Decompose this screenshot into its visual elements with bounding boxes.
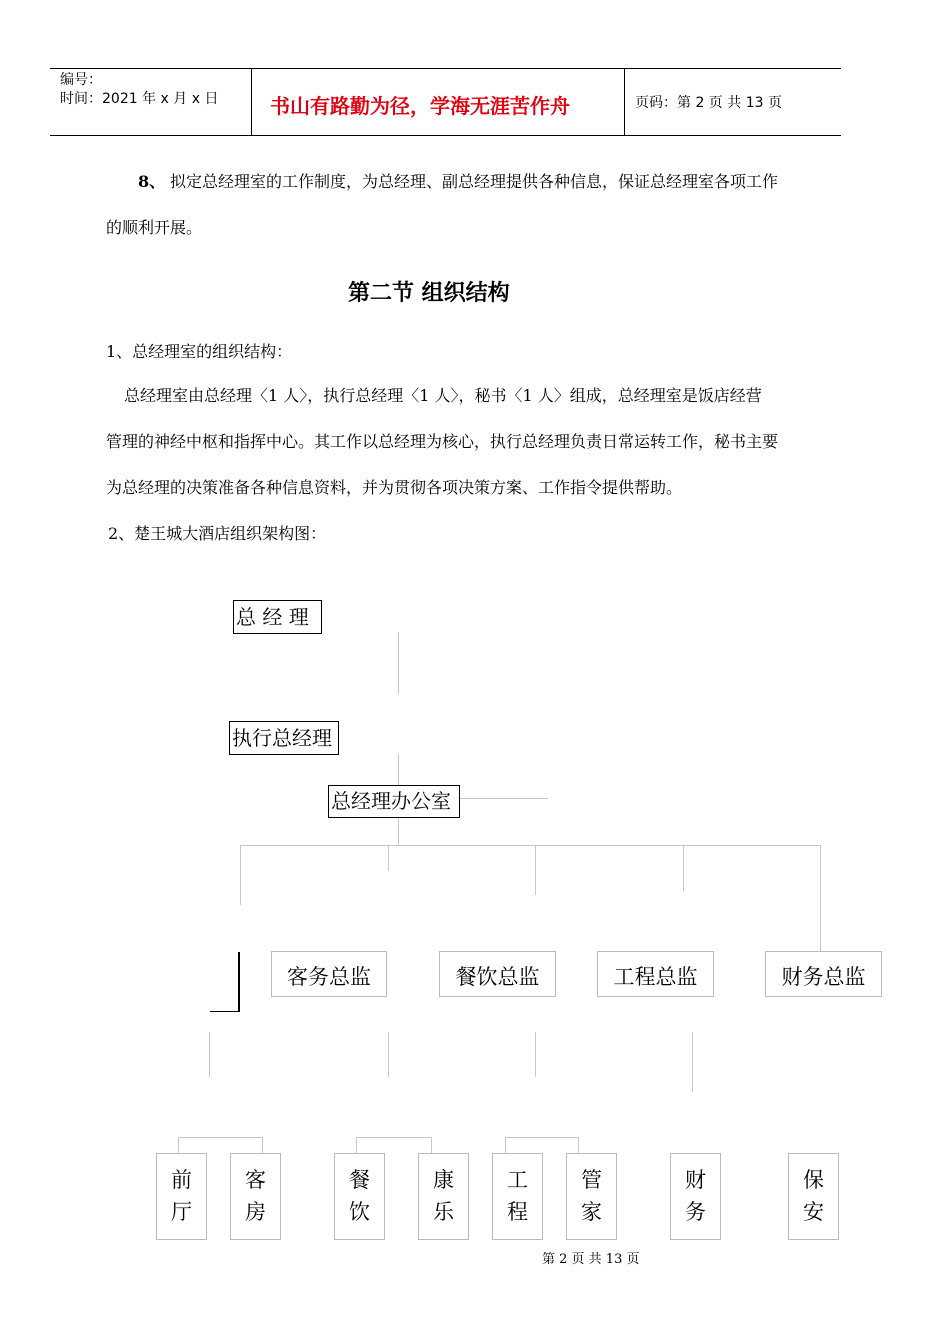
box-dept-finance bbox=[670, 1153, 721, 1240]
header-divider-right bbox=[624, 68, 625, 136]
connector-sub-4 bbox=[692, 1032, 693, 1092]
doc-date: 时间：2021 年 x 月 x 日 bbox=[60, 91, 219, 107]
paragraph-line2: 管理的神经中枢和指挥中心。其工作以总经理为核心，执行总经理负责日常运转工作，秘书主要 bbox=[106, 432, 779, 451]
box-director-engineering: 工程总监 bbox=[597, 951, 714, 997]
box-dept-front-office bbox=[156, 1153, 207, 1240]
bracket-horizontal bbox=[210, 1011, 240, 1012]
dept-label-line1: 保 bbox=[803, 1168, 824, 1192]
dept-label-line2: 安 bbox=[803, 1200, 824, 1224]
box-executive-gm: 执行总经理 bbox=[229, 721, 339, 755]
paragraph-line1: 总经理室由总经理〈1 人〉，执行总经理〈1 人〉，秘书〈1 人〉组成，总经理室是饭店经营 bbox=[124, 386, 762, 405]
connector-sub-2 bbox=[388, 1032, 389, 1077]
dept-label-line1: 客 bbox=[245, 1168, 266, 1192]
box-director-food-beverage: 餐饮总监 bbox=[439, 951, 556, 997]
connector-drop-2 bbox=[388, 845, 389, 871]
bracket-vertical bbox=[238, 952, 240, 1012]
dept-label-line2: 家 bbox=[581, 1200, 602, 1224]
connector-office-down bbox=[398, 818, 399, 846]
connector-pair-1 bbox=[178, 1137, 262, 1138]
box-dept-recreation bbox=[418, 1153, 469, 1240]
connector-director-bus bbox=[240, 845, 821, 846]
box-gm-office: 总经理办公室 bbox=[328, 785, 460, 818]
dept-label-line1: 财 bbox=[685, 1168, 706, 1192]
box-dept-housekeeping bbox=[566, 1153, 617, 1240]
subheading-2: 2、楚王城大酒店组织架构图： bbox=[108, 524, 327, 543]
box-dept-catering bbox=[334, 1153, 385, 1240]
section-title: 第二节 组织结构 bbox=[348, 281, 510, 306]
dept-label-line1: 管 bbox=[581, 1168, 602, 1192]
header-motto: 书山有路勤为径，学海无涯苦作舟 bbox=[270, 94, 570, 118]
dept-label-line1: 康 bbox=[433, 1168, 454, 1192]
box-dept-security bbox=[788, 1153, 839, 1240]
dept-label-line2: 务 bbox=[685, 1200, 706, 1224]
page-footer: 第 2 页 共 13 页 bbox=[542, 1252, 640, 1267]
box-general-manager: 总 经 理 bbox=[233, 600, 322, 634]
dept-label-line2: 程 bbox=[507, 1200, 528, 1224]
box-director-finance: 财务总监 bbox=[765, 951, 882, 997]
header-top-rule bbox=[50, 68, 841, 69]
box-dept-engineering bbox=[492, 1153, 543, 1240]
doc-number-label: 编号： bbox=[60, 72, 102, 88]
box-dept-rooms bbox=[230, 1153, 281, 1240]
connector-pair-3 bbox=[505, 1137, 579, 1138]
paragraph-line3: 为总经理的决策准备各种信息资料，并为贯彻各项决策方案、工作指令提供帮助。 bbox=[106, 478, 683, 497]
dept-label-line2: 厅 bbox=[171, 1200, 192, 1224]
connector-gm bbox=[398, 632, 399, 694]
connector-drop-5 bbox=[820, 845, 821, 951]
connector-pair-2 bbox=[356, 1137, 432, 1138]
dept-label-line2: 房 bbox=[245, 1200, 266, 1224]
dept-label-line1: 餐 bbox=[349, 1168, 370, 1192]
connector-pair-1b bbox=[262, 1137, 263, 1153]
connector-pair-2b bbox=[431, 1137, 432, 1153]
item-8-number: 8、 bbox=[138, 172, 166, 191]
connector-sub-3 bbox=[535, 1032, 536, 1077]
dept-label-line2: 饮 bbox=[349, 1200, 370, 1224]
connector-drop-4 bbox=[683, 845, 684, 891]
connector-pair-1a bbox=[178, 1137, 179, 1153]
connector-office-side bbox=[460, 798, 548, 799]
connector-pair-3a bbox=[505, 1137, 506, 1153]
header-bottom-rule bbox=[50, 135, 841, 136]
box-director-guest-services: 客务总监 bbox=[271, 951, 387, 997]
header-divider-left bbox=[251, 68, 252, 136]
connector-pair-2a bbox=[356, 1137, 357, 1153]
connector-sub-1 bbox=[209, 1032, 210, 1077]
connector-drop-3 bbox=[535, 845, 536, 895]
item-8-line1: 拟定总经理室的工作制度，为总经理、副总经理提供各种信息，保证总经理室各项工作 bbox=[170, 172, 779, 191]
connector-pair-3b bbox=[578, 1137, 579, 1153]
dept-label-line1: 前 bbox=[171, 1168, 192, 1192]
connector-drop-1 bbox=[240, 845, 241, 905]
header-page-info: 页码：第 2 页 共 13 页 bbox=[635, 95, 782, 111]
item-8-line2: 的顺利开展。 bbox=[106, 218, 203, 237]
dept-label-line1: 工 bbox=[507, 1168, 528, 1192]
subheading-1: 1、总经理室的组织结构： bbox=[106, 342, 293, 361]
dept-label-line2: 乐 bbox=[433, 1200, 454, 1224]
